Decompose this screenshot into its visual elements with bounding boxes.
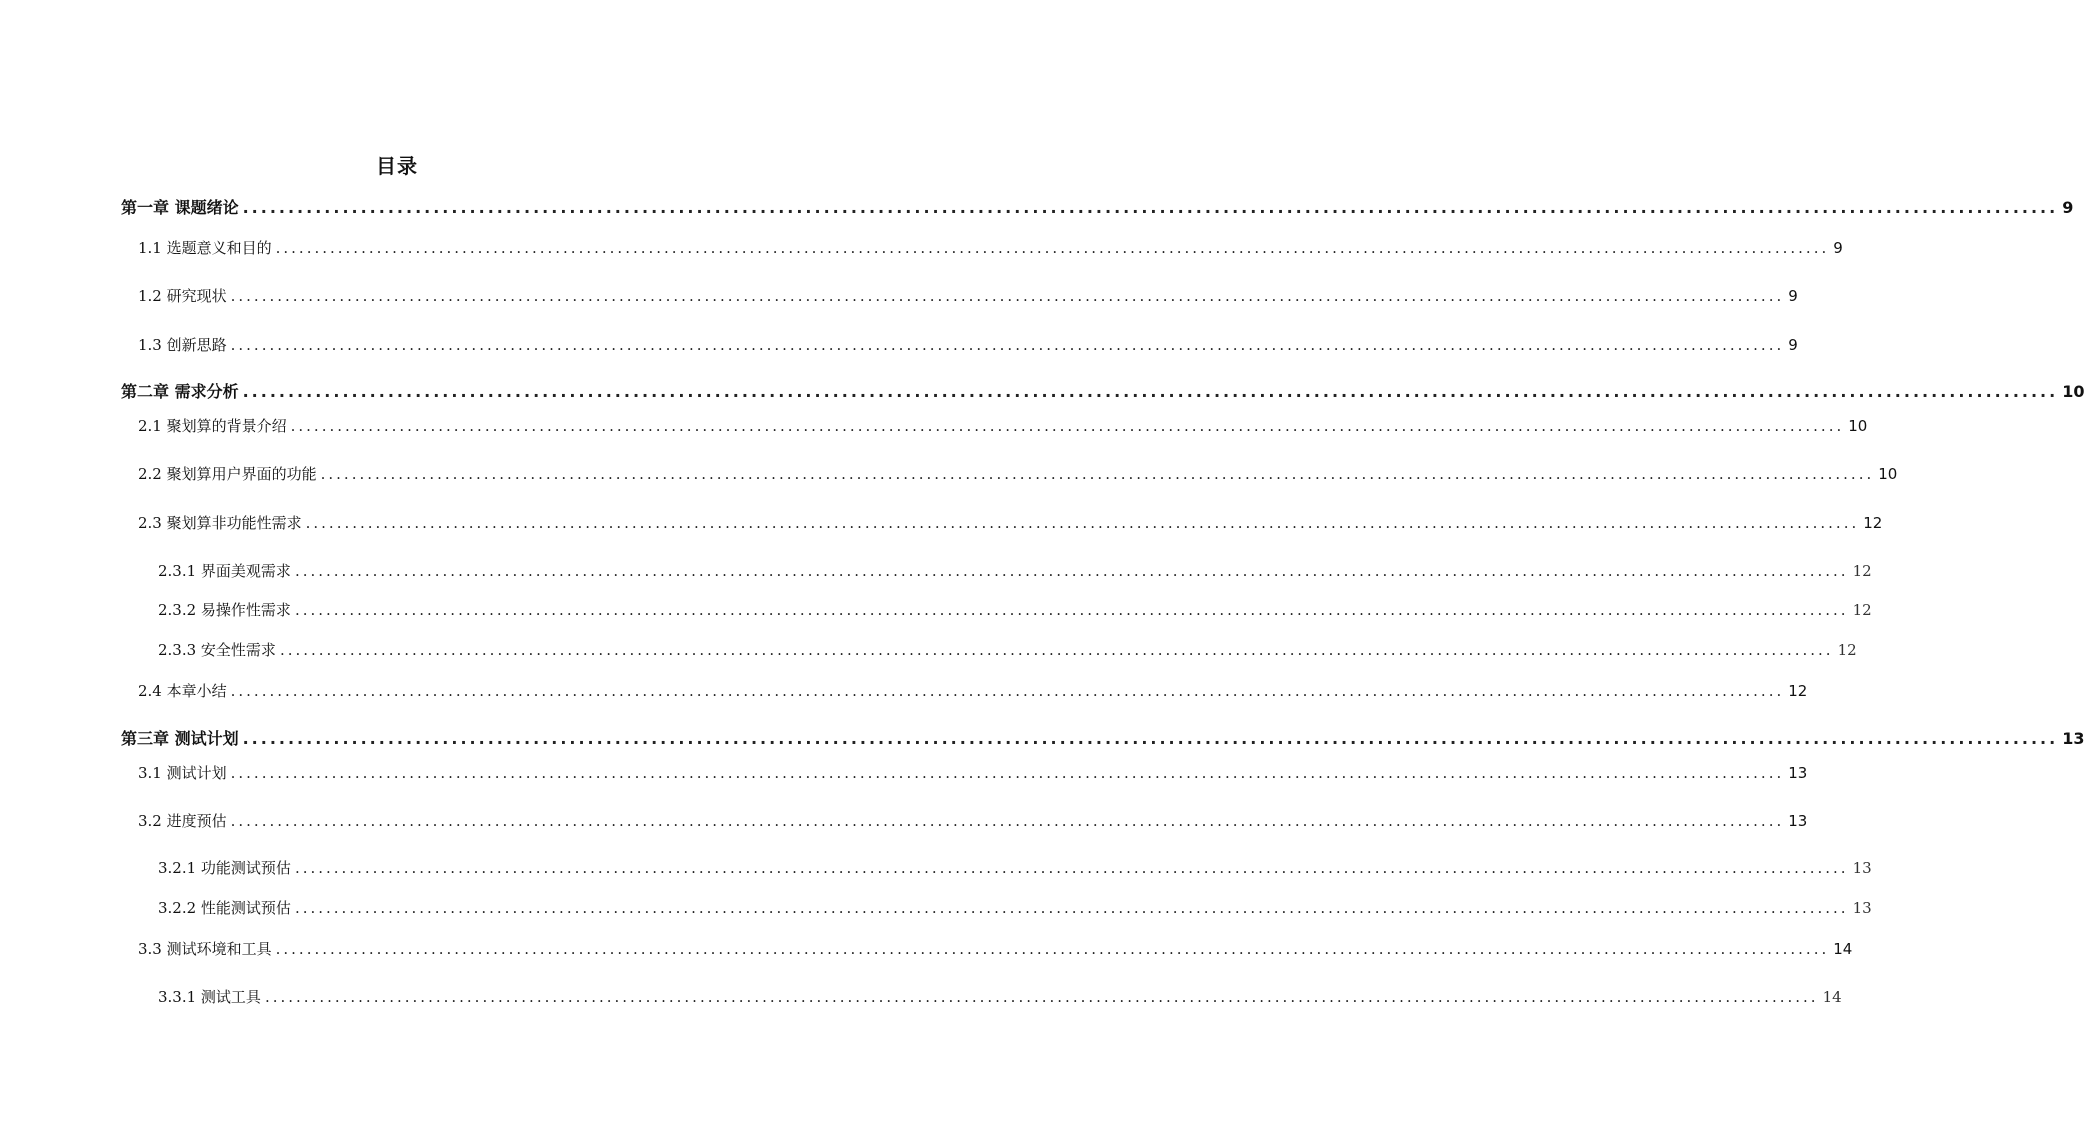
toc-entry[interactable] — [138, 937, 1853, 961]
toc-entry-page: 10 — [2062, 382, 2084, 401]
toc-dot-leader: ........................................................................................................................................................................................................ — [275, 239, 1830, 257]
toc-entry-label: 2.1 聚划算的背景介绍 — [138, 417, 287, 435]
toc-entry-page: 13 — [1852, 859, 1872, 877]
toc-dot-leader: ........................................................................................................................................................................................................ — [242, 198, 2059, 217]
toc-entry[interactable] — [138, 761, 1808, 785]
toc-entry-page: 13 — [1788, 764, 1808, 782]
toc-entry-label: 2.2 聚划算用户界面的功能 — [138, 465, 317, 483]
toc-title: 目录 — [376, 154, 418, 178]
toc-entry[interactable] — [121, 380, 2084, 404]
toc-entry-label: 第三章 测试计划 — [121, 729, 239, 748]
toc-entry-page: 13 — [1852, 899, 1872, 917]
toc-entry-label: 2.3.3 安全性需求 — [158, 641, 276, 659]
toc-entry-page: 13 — [1788, 812, 1808, 830]
toc-entry-label: 2.4 本章小结 — [138, 682, 227, 700]
toc-entry-page: 12 — [1852, 562, 1872, 580]
toc-entry-page: 13 — [2062, 729, 2084, 748]
toc-entry-page: 12 — [1863, 514, 1883, 532]
toc-entry[interactable] — [158, 638, 1857, 662]
toc-entry[interactable] — [138, 462, 1898, 486]
toc-entry-page: 14 — [1822, 988, 1842, 1006]
toc-dot-leader: ........................................................................................................................................................................................................ — [230, 682, 1785, 700]
toc-entry[interactable] — [138, 333, 1798, 357]
toc-dot-leader: ........................................................................................................................................................................................................ — [294, 899, 1849, 917]
toc-dot-leader: ........................................................................................................................................................................................................ — [294, 859, 1849, 877]
toc-entry-label: 3.3 测试环境和工具 — [138, 940, 272, 958]
toc-entry-page: 12 — [1837, 641, 1857, 659]
toc-dot-leader: ........................................................................................................................................................................................................ — [294, 601, 1849, 619]
toc-dot-leader: ........................................................................................................................................................................................................ — [230, 336, 1785, 354]
toc-entry-page: 10 — [1848, 417, 1868, 435]
toc-dot-leader: ........................................................................................................................................................................................................ — [320, 465, 1875, 483]
toc-entry[interactable] — [138, 236, 1843, 260]
toc-entry[interactable] — [158, 598, 1872, 622]
toc-dot-leader: ........................................................................................................................................................................................................ — [275, 940, 1830, 958]
toc-entry-page: 9 — [1788, 336, 1798, 354]
toc-entry[interactable] — [138, 511, 1883, 535]
toc-dot-leader: ........................................................................................................................................................................................................ — [230, 812, 1785, 830]
toc-entry-label: 2.3.2 易操作性需求 — [158, 601, 291, 619]
toc-entry-page: 9 — [1788, 287, 1798, 305]
toc-dot-leader: ........................................................................................................................................................................................................ — [305, 514, 1860, 532]
toc-dot-leader: ........................................................................................................................................................................................................ — [290, 417, 1845, 435]
toc-dot-leader: ........................................................................................................................................................................................................ — [230, 764, 1785, 782]
toc-entry-label: 第一章 课题绪论 — [121, 198, 239, 217]
toc-dot-leader: ........................................................................................................................................................................................................ — [230, 287, 1785, 305]
toc-entry[interactable] — [138, 809, 1808, 833]
toc-dot-leader: ........................................................................................................................................................................................................ — [242, 729, 2059, 748]
toc-entry[interactable] — [158, 856, 1872, 880]
toc-entry[interactable] — [138, 679, 1808, 703]
toc-entry-page: 9 — [2062, 198, 2074, 217]
toc-entry-page: 12 — [1852, 601, 1872, 619]
toc-entry-label: 3.3.1 测试工具 — [158, 988, 261, 1006]
toc-entry[interactable] — [121, 727, 2084, 751]
toc-entry-page: 12 — [1788, 682, 1808, 700]
toc-entry-label: 3.2.2 性能测试预估 — [158, 899, 291, 917]
toc-dot-leader: ........................................................................................................................................................................................................ — [294, 562, 1849, 580]
toc-dot-leader: ........................................................................................................................................................................................................ — [279, 641, 1834, 659]
toc-entry[interactable] — [138, 284, 1798, 308]
toc-entry[interactable] — [158, 559, 1872, 583]
toc-dot-leader: ........................................................................................................................................................................................................ — [264, 988, 1819, 1006]
toc-entry-label: 1.2 研究现状 — [138, 287, 227, 305]
toc-entry-label: 第二章 需求分析 — [121, 382, 239, 401]
toc-entry[interactable] — [138, 414, 1868, 438]
toc-entry-label: 2.3 聚划算非功能性需求 — [138, 514, 302, 532]
toc-entry-page: 14 — [1833, 940, 1853, 958]
toc-dot-leader: ........................................................................................................................................................................................................ — [242, 382, 2059, 401]
toc-entry-label: 3.2.1 功能测试预估 — [158, 859, 291, 877]
toc-entry[interactable] — [121, 196, 2074, 220]
toc-entry-page: 9 — [1833, 239, 1843, 257]
toc-entry-page: 10 — [1878, 465, 1898, 483]
toc-entry-label: 3.2 进度预估 — [138, 812, 227, 830]
toc-entry-label: 1.3 创新思路 — [138, 336, 227, 354]
toc-entry-label: 2.3.1 界面美观需求 — [158, 562, 291, 580]
toc-entry[interactable] — [158, 985, 1842, 1009]
toc-entry[interactable] — [158, 896, 1872, 920]
toc-entry-label: 3.1 测试计划 — [138, 764, 227, 782]
toc-entry-label: 1.1 选题意义和目的 — [138, 239, 272, 257]
